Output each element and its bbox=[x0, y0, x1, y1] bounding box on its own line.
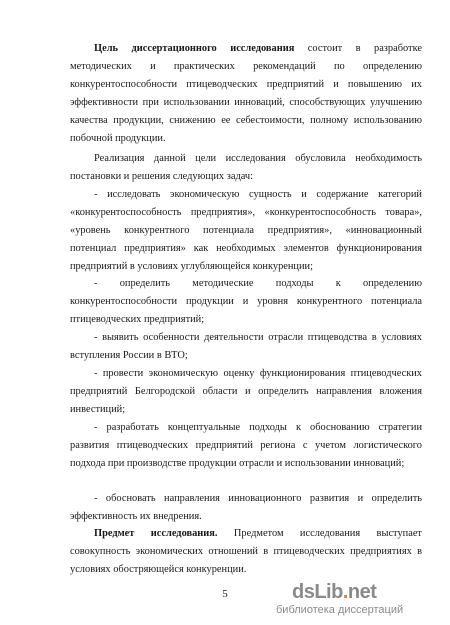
watermark-caption: библиотека диссертаций bbox=[276, 604, 404, 616]
task-item-6-text: - обосновать направления инновационного развития и определить эффективность их внедрения. bbox=[70, 493, 422, 522]
task-item-1 bbox=[70, 186, 422, 276]
task-item-2 bbox=[70, 275, 422, 329]
task-item-3 bbox=[70, 329, 422, 365]
task-item-2-text: - определить методические подходы к определению конкурентоспособности продукции и уровня конкурентного потенциала птицеводческих предприятий; bbox=[70, 278, 422, 325]
paragraph-subject bbox=[70, 525, 422, 579]
subject-text: Предметом исследования выступает совокупность экономических отношений в птицеводческих предприятиях в условиях обостряющейся конкуренции. bbox=[70, 528, 422, 575]
task-item-5 bbox=[70, 419, 422, 473]
task-item-6 bbox=[70, 490, 422, 526]
paragraph-tasks-intro bbox=[70, 150, 422, 186]
logo-main: dsLib bbox=[292, 581, 343, 603]
logo-tld: net bbox=[347, 581, 377, 603]
page-number: 5 bbox=[222, 588, 228, 600]
dslib-logo bbox=[292, 581, 376, 604]
goal-lead: Цель диссертационного исследования bbox=[94, 43, 295, 54]
tasks-intro-text: Реализация данной цели исследования обусловила необходимость постановки и решения следующих задач: bbox=[70, 153, 422, 182]
logo-dot: . bbox=[342, 581, 348, 603]
goal-text: состоит в разработке методических и практических рекомендаций по определению конкурентоспособности птицеводческих предприятий и повышению их эффективности при использовании инноваций, способствующих улучшению качества продукции, снижению ее себестоимости, полному использованию побочной продукции. bbox=[70, 43, 422, 144]
subject-lead: Предмет исследования. bbox=[94, 528, 218, 539]
dslib-watermark bbox=[276, 581, 442, 619]
task-item-1-text: - исследовать экономическую сущность и содержание категорий «конкурентоспособность предприятия», «конкурентоспособность товара», «уровень конкурентного потенциала предприятия», «инновационный потенциал предприятия» как необходимых элементов функционирования предприятий в условиях углубляющейся конкуренции; bbox=[70, 189, 422, 272]
task-item-5-text: - разработать концептуальные подходы к обоснованию стратегии развития птицеводческих предприятий региона с учетом логистического подхода при производстве продукции отрасли и использовании инноваций; bbox=[70, 422, 422, 469]
task-item-4-text: - провести экономическую оценку функционирования птицеводческих предприятий Белгородской области и определить направления вложения инвестиций; bbox=[70, 368, 422, 415]
task-item-4 bbox=[70, 365, 422, 419]
task-item-3-text: - выявить особенности деятельности отрасли птицеводства в условиях вступления России в ВТО; bbox=[70, 332, 422, 361]
paragraph-goal bbox=[70, 40, 422, 147]
